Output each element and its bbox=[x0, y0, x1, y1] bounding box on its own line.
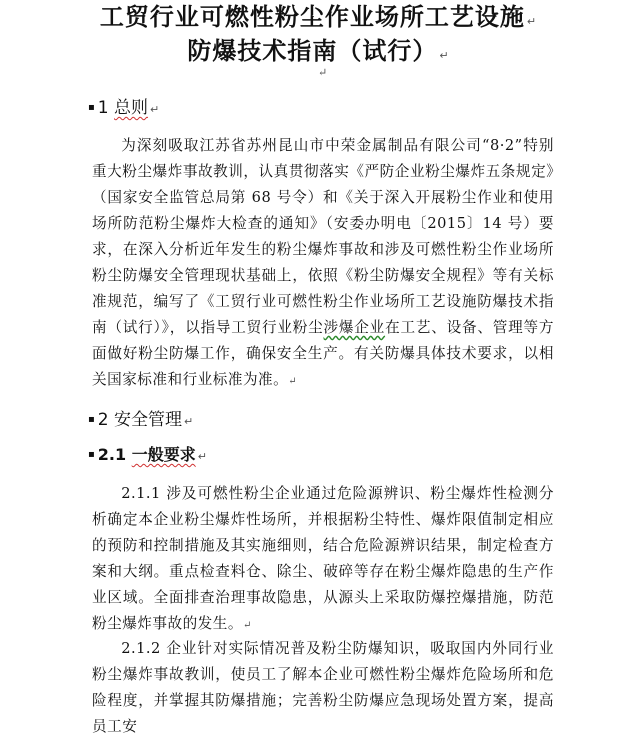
section-heading-1: ▪ 1 总则 ↵ bbox=[88, 98, 160, 118]
list-bullet-icon: ▪ bbox=[88, 414, 95, 425]
clause-paragraph: 2.1.2 企业针对实际情况普及粉尘防爆知识，吸取国内外同行业粉尘爆炸事故教训，使员工了解本企业可燃性粉尘爆炸危险场所和危险程度，并掌握其防爆措施；完善粉尘防爆应急现场处置方案，提高员工安 bbox=[92, 640, 554, 735]
paragraph-mark: ↵ bbox=[197, 450, 207, 463]
paragraph-mark: ↵ bbox=[288, 376, 298, 387]
grammar-flag: 涉爆企业 bbox=[323, 319, 386, 336]
paragraph-mark: ↵ bbox=[184, 415, 194, 428]
section-1-paragraph: 为深刻吸取江苏省苏州昆山市中荣金属制品有限公司“8·2”特别重大粉尘爆炸事故教训，认真贯彻落实《严防企业粉尘爆炸五条规定》（国家安全监管总局第 68 号令）和《关于深入开展粉尘作业和使用场所防范粉尘爆炸大检查的通知》（安委办明电〔2015〕14 号）要求，在深入分析近年发生的粉尘爆炸事故和涉及可燃性粉尘作业场所粉尘防爆安全管理现状基础上，依照《粉尘防爆安全规程》等有关标准规范，编写了《工贸行业可燃性粉尘作业场所工艺设施防爆技术指南（试行）》，以指导工贸行业粉尘涉爆企业在工艺、设备、管理等方面做好粉尘防爆工作，确保安全生产。有关防爆具体技术要求，以相关国家标准和行业标准为准。↵ bbox=[92, 137, 554, 388]
subsection-heading: ▪ 2.1 一般要求 ↵ bbox=[88, 445, 207, 464]
list-bullet-icon: ▪ bbox=[88, 449, 95, 460]
paragraph-mark: ↵ bbox=[439, 49, 450, 62]
section-title: 总则 bbox=[114, 98, 149, 118]
document-title-line-2: 防爆技术指南（试行） ↵ bbox=[187, 37, 450, 65]
clause-paragraph: 2.1.1 涉及可燃性粉尘企业通过危险源辨识、粉尘爆炸性检测分析确定本企业粉尘爆炸性场所，并根据粉尘特性、爆炸限值制定相应的预防和控制措施及其实施细则，结合危险源辨识结果，制定检查方案和大纲。重点检查料仓、除尘、破碎等存在粉尘爆炸隐患的生产作业区域。全面排查治理事故隐患，从源头上采取防爆控爆措施，防范粉尘爆炸事故的发生。↵ bbox=[92, 485, 554, 632]
list-bullet-icon: ▪ bbox=[88, 102, 95, 113]
paragraph-mark: ↵ bbox=[242, 620, 252, 631]
paragraph-mark: ↵ bbox=[526, 15, 538, 28]
document-title-line-1: 工贸行业可燃性粉尘作业场所工艺设施 ↵ bbox=[99, 3, 538, 31]
paragraph-mark: ↵ bbox=[150, 103, 160, 116]
subsection-title: 一般要求 bbox=[131, 445, 196, 464]
paragraph-mark: ↵ bbox=[318, 66, 328, 79]
section-title: 安全管理 bbox=[114, 410, 183, 430]
section-heading-2: ▪ 2 安全管理 ↵ bbox=[88, 410, 194, 430]
